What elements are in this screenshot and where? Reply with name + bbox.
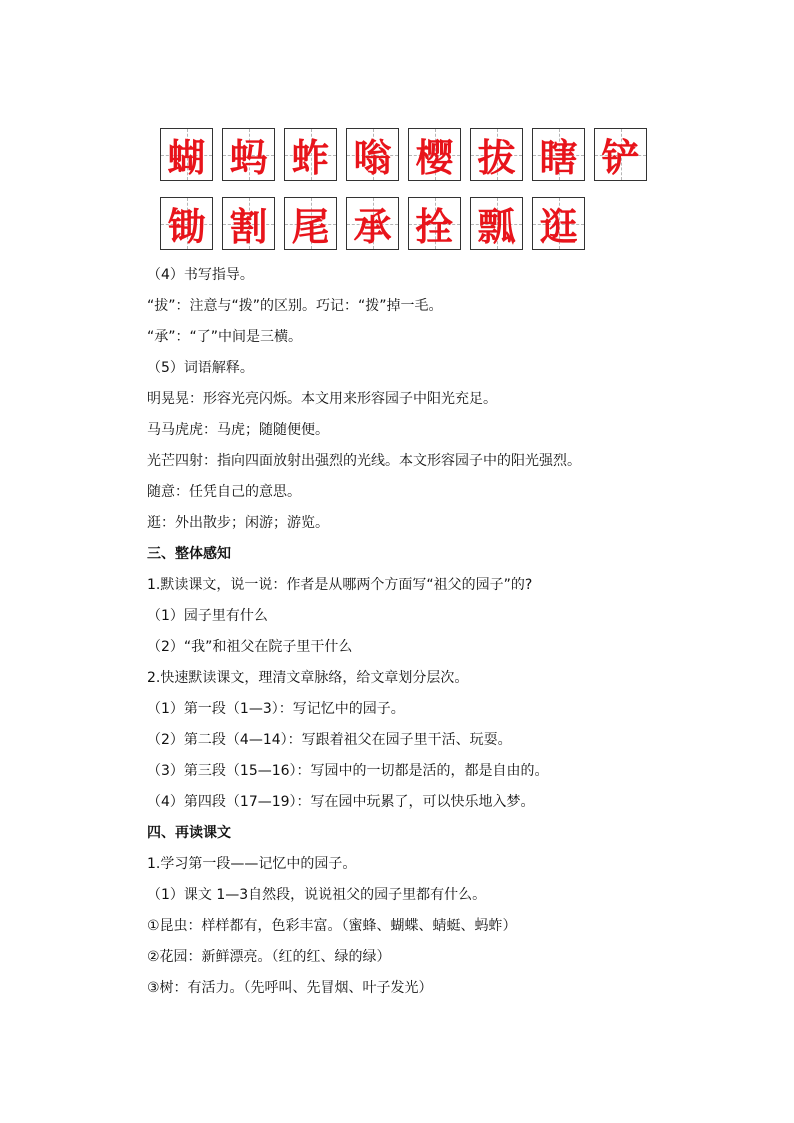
text-line: 1.默读课文，说一说：作者是从哪两个方面写“祖父的园子”的?	[147, 577, 533, 593]
text-line: 1.学习第一段——记忆中的园子。	[147, 856, 357, 872]
character-box	[408, 128, 461, 181]
practice-character: 铲	[601, 135, 640, 180]
lesson-text	[147, 260, 747, 1004]
character-box	[346, 128, 399, 181]
practice-character: 拔	[477, 135, 516, 180]
practice-character: 蚂	[229, 135, 268, 180]
text-line: 光芒四射：指向四面放射出强烈的光线。本文形容园子中的阳光强烈。	[147, 453, 581, 469]
character-box	[594, 128, 647, 181]
text-line: 2.快速默读课文，理清文章脉络，给文章划分层次。	[147, 670, 469, 686]
practice-character: 拴	[415, 204, 454, 249]
practice-character: 樱	[415, 135, 454, 180]
text-line: 明晃晃：形容光亮闪烁。本文用来形容园子中阳光充足。	[147, 391, 497, 407]
text-line: （1）第一段（1—3）：写记忆中的园子。	[147, 701, 405, 717]
text-line: 马马虎虎：马虎；随随便便。	[147, 422, 329, 438]
text-line: “承”：“了”中间是三横。	[147, 329, 303, 345]
practice-character: 蝴	[167, 135, 206, 180]
character-box	[532, 128, 585, 181]
text-line: （2）“我”和祖父在院子里干什么	[147, 639, 353, 655]
practice-character: 承	[353, 204, 392, 249]
text-line: （4）书写指导。	[147, 267, 254, 283]
section-heading: 三、整体感知	[147, 546, 231, 562]
character-box	[160, 128, 213, 181]
text-line: （3）第三段（15—16）：写园中的一切都是活的，都是自由的。	[147, 763, 549, 779]
character-box	[346, 197, 399, 250]
text-line: （4）第四段（17—19）：写在园中玩累了，可以快乐地入梦。	[147, 794, 535, 810]
practice-character: 瓢	[477, 204, 516, 249]
text-line: “拔”：注意与“拨”的区别。巧记：“拨”掉一毛。	[147, 298, 443, 314]
character-box	[408, 197, 461, 250]
character-box	[284, 128, 337, 181]
practice-character: 割	[229, 204, 268, 249]
character-box	[284, 197, 337, 250]
practice-character: 锄	[167, 204, 206, 249]
practice-character: 尾	[291, 204, 330, 249]
practice-character: 瞎	[539, 135, 578, 180]
text-line: （1）园子里有什么	[147, 608, 268, 624]
character-box	[160, 197, 213, 250]
section-heading: 四、再读课文	[147, 825, 231, 841]
text-line: 逛：外出散步；闲游；游览。	[147, 515, 329, 531]
text-line: （2）第二段（4—14）：写跟着祖父在园子里干活、玩耍。	[147, 732, 512, 748]
character-grid-row-1	[160, 128, 647, 181]
text-line: ③树：有活力。（先呼叫、先冒烟、叶子发光）	[147, 980, 433, 996]
text-line: 随意：任凭自己的意思。	[147, 484, 301, 500]
character-box	[532, 197, 585, 250]
character-grid-row-2	[160, 197, 585, 250]
text-line: ②花园：新鲜漂亮。（红的红、绿的绿）	[147, 949, 391, 965]
practice-character: 蚱	[291, 135, 330, 180]
character-box	[222, 128, 275, 181]
text-line: （5）词语解释。	[147, 360, 254, 376]
practice-character: 嗡	[353, 135, 392, 180]
practice-character: 逛	[539, 204, 578, 249]
text-line: （1）课文 1—3自然段，说说祖父的园子里都有什么。	[147, 887, 487, 903]
character-box	[222, 197, 275, 250]
character-box	[470, 197, 523, 250]
character-box	[470, 128, 523, 181]
text-line: ①昆虫：样样都有，色彩丰富。（蜜蜂、蝴蝶、蜻蜓、蚂蚱）	[147, 918, 517, 934]
